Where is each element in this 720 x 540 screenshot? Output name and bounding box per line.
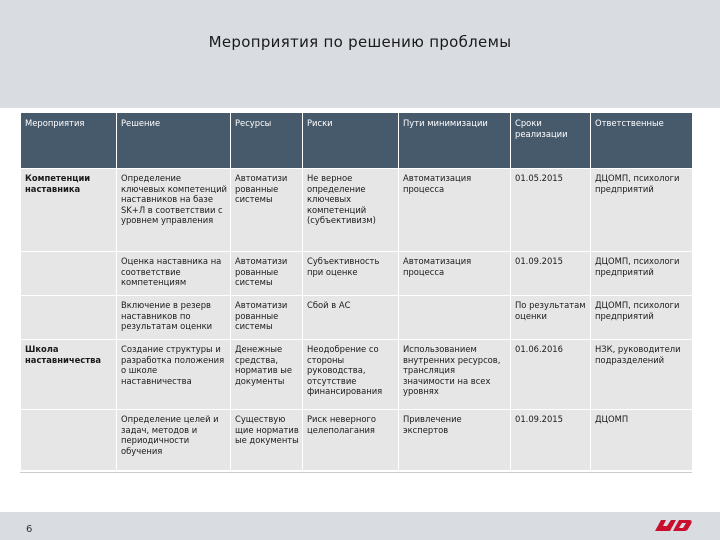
column-header: Ответственные [591,113,693,169]
page-number: 6 [26,524,33,535]
table-cell: Включение в резерв наставников по результатам оценки [117,296,231,340]
table-cell [399,296,511,340]
table-cell: Определение целей и задач, методов и периодичности обучения [117,410,231,471]
table-cell [21,252,117,296]
column-header: Мероприятия [21,113,117,169]
table-cell: Автоматизи рованные системы [231,169,303,252]
table-cell: Автоматизи рованные системы [231,252,303,296]
table-cell: Определение ключевых компетенций наставников на базе SK+Л в соответствии с уровнем управления [117,169,231,252]
table-cell: Субъективность при оценке [303,252,399,296]
measures-table [20,112,693,471]
table-row [21,410,693,471]
table-cell: Не верное определение ключевых компетенций (субъективизм) [303,169,399,252]
table-cell: Привлечение экспертов [399,410,511,471]
table-header-row [21,113,693,169]
table-cell [21,410,117,471]
table-row [21,252,693,296]
table-cell: ДЦОМП, психологи предприятий [591,296,693,340]
slide-title: Мероприятия по решению проблемы [208,33,512,51]
table-cell: 01.09.2015 [511,410,591,471]
table-row [21,340,693,410]
table-cell: Автоматизация процесса [399,169,511,252]
table-cell: 01.05.2015 [511,169,591,252]
column-header: Сроки реализации [511,113,591,169]
table-cell: ДЦОМП, психологи предприятий [591,252,693,296]
table-cell: Неодобрение со стороны руководства, отсутствие финансирования [303,340,399,410]
table-cell: Использованием внутренних ресурсов, трансляция значимости на всех уровнях [399,340,511,410]
table-cell: Автоматизи рованные системы [231,296,303,340]
table-cell: Риск неверного целеполагания [303,410,399,471]
table-cell: Создание структуры и разработка положения о школе наставничества [117,340,231,410]
table-cell: ДЦОМП, психологи предприятий [591,169,693,252]
table-cell: НЗК, руководители подразделений [591,340,693,410]
table-cell: Школа наставничества [21,340,117,410]
header-band [0,0,720,108]
table-row [21,296,693,340]
table-cell: ДЦОМП [591,410,693,471]
header-divider [0,108,720,110]
column-header: Риски [303,113,399,169]
table-bottom-rule [20,472,692,473]
table-row [21,169,693,252]
table-cell [21,296,117,340]
column-header: Пути минимизации [399,113,511,169]
table-cell: Оценка наставника на соответствие компетенциям [117,252,231,296]
table-cell: Денежные средства, норматив ые документы [231,340,303,410]
table-cell: Сбой в АС [303,296,399,340]
column-header: Решение [117,113,231,169]
table-cell: По результатам оценки [511,296,591,340]
table-cell: 01.09.2015 [511,252,591,296]
footer-band [0,512,720,540]
rzd-logo [652,516,694,536]
table-cell: Компетенции наставника [21,169,117,252]
table-cell: 01.06.2016 [511,340,591,410]
column-header: Ресурсы [231,113,303,169]
table-cell: Автоматизация процесса [399,252,511,296]
table-cell: Существую щие норматив ые документы [231,410,303,471]
